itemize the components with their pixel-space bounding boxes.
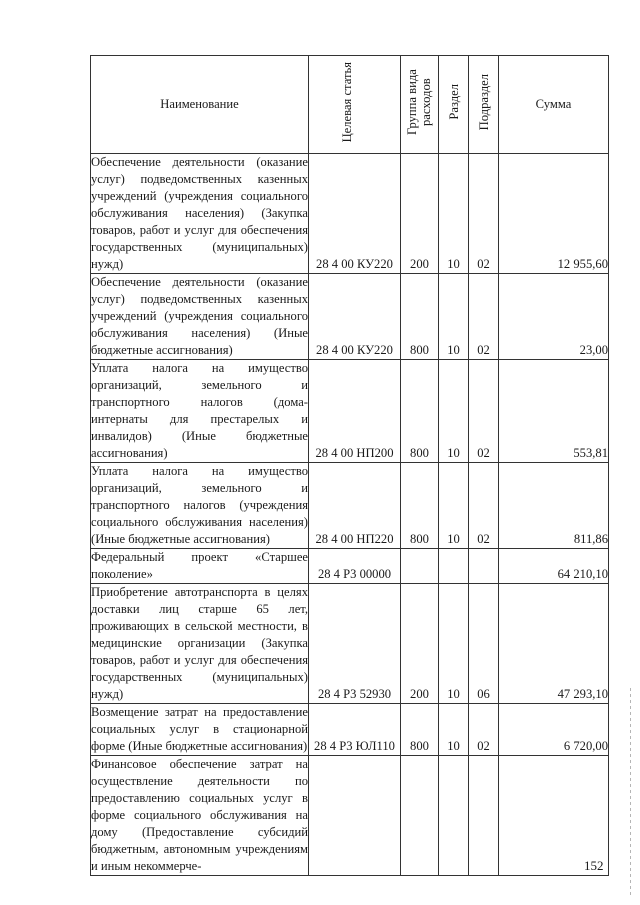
header-target: Целевая статья: [309, 56, 401, 154]
row-name: Федеральный проект «Старшее поколение»: [91, 549, 309, 584]
row-name: Обеспечение деятельности (оказание услуг) подведомственных казенных учреждений (учреждения социального обслуживания населения) (Иные бюджетные ассигнования): [91, 274, 309, 360]
row-sum: 47 293,10: [499, 584, 609, 704]
table-row: [91, 463, 609, 549]
header-subsection: Подраздел: [469, 56, 499, 154]
row-section: [439, 756, 469, 876]
header-sum: Сумма: [499, 56, 609, 154]
table-row: [91, 756, 609, 876]
row-target: [309, 756, 401, 876]
row-name: Уплата налога на имущество организаций, земельного и транспортного налогов (учреждения социального обслуживания населения) (Иные бюджетные ассигнования): [91, 463, 309, 549]
header-section: Раздел: [439, 56, 469, 154]
row-subsection: 06: [469, 584, 499, 704]
row-sum: 6 720,00: [499, 704, 609, 756]
row-section: 10: [439, 704, 469, 756]
row-sum: 12 955,60: [499, 154, 609, 274]
row-sum: 553,81: [499, 360, 609, 463]
row-subsection: 02: [469, 463, 499, 549]
page-number: 152: [584, 858, 604, 873]
header-name: Наименование: [91, 56, 309, 154]
row-name: Возмещение затрат на предоставление социальных услуг в стационарной форме (Иные бюджетные ассигнования): [91, 704, 309, 756]
row-section: [439, 549, 469, 584]
row-subsection: [469, 756, 499, 876]
row-subsection: 02: [469, 154, 499, 274]
row-target: 28 4 Р3 52930: [309, 584, 401, 704]
row-group: 800: [401, 274, 439, 360]
table-row: [91, 584, 609, 704]
table-row: [91, 704, 609, 756]
row-sum: 811,86: [499, 463, 609, 549]
table-header-row: [91, 56, 609, 154]
row-subsection: 02: [469, 274, 499, 360]
row-group: 200: [401, 584, 439, 704]
row-section: 10: [439, 463, 469, 549]
row-subsection: [469, 549, 499, 584]
budget-table: [90, 55, 609, 876]
table-row: [91, 360, 609, 463]
header-group: Группа вида расходов: [401, 56, 439, 154]
row-target: 28 4 00 КУ220: [309, 154, 401, 274]
row-target: 28 4 00 НП220: [309, 463, 401, 549]
row-group: 800: [401, 704, 439, 756]
row-section: 10: [439, 360, 469, 463]
row-name: Уплата налога на имущество организаций, земельного и транспортного налогов (дома-интернаты для престарелых и инвалидов) (Иные бюджетные ассигнования): [91, 360, 309, 463]
table-row: [91, 274, 609, 360]
row-target: 28 4 00 КУ220: [309, 274, 401, 360]
row-target: 28 4 Р3 00000: [309, 549, 401, 584]
row-target: 28 4 00 НП200: [309, 360, 401, 463]
row-sum: 64 210,10: [499, 549, 609, 584]
row-group: 800: [401, 463, 439, 549]
row-group: 800: [401, 360, 439, 463]
row-subsection: 02: [469, 704, 499, 756]
row-subsection: 02: [469, 360, 499, 463]
row-section: 10: [439, 584, 469, 704]
row-name: Обеспечение деятельности (оказание услуг) подведомственных казенных учреждений (учреждения социального обслуживания населения) (Закупка товаров, работ и услуг для обеспечения государственных (муниципальных) нужд): [91, 154, 309, 274]
row-group: [401, 549, 439, 584]
row-sum: 23,00: [499, 274, 609, 360]
row-name: Финансовое обеспечение затрат на осуществление деятельности по предоставлению социальных услуг в форме социального обслуживания на дому (Предоставление субсидий бюджетным, автономным учреждениям и иным некоммерче-: [91, 756, 309, 876]
row-section: 10: [439, 274, 469, 360]
row-name: Приобретение автотранспорта в целях доставки лиц старше 65 лет, проживающих в сельской местности, в медицинские организации (Закупка товаров, работ и услуг для обеспечения государственных (муниципальных) нужд): [91, 584, 309, 704]
table-row: [91, 549, 609, 584]
table-row: [91, 154, 609, 274]
row-target: 28 4 Р3 ЮЛ110: [309, 704, 401, 756]
row-section: 10: [439, 154, 469, 274]
row-group: 200: [401, 154, 439, 274]
scan-edge-mark: [630, 688, 631, 898]
row-group: [401, 756, 439, 876]
